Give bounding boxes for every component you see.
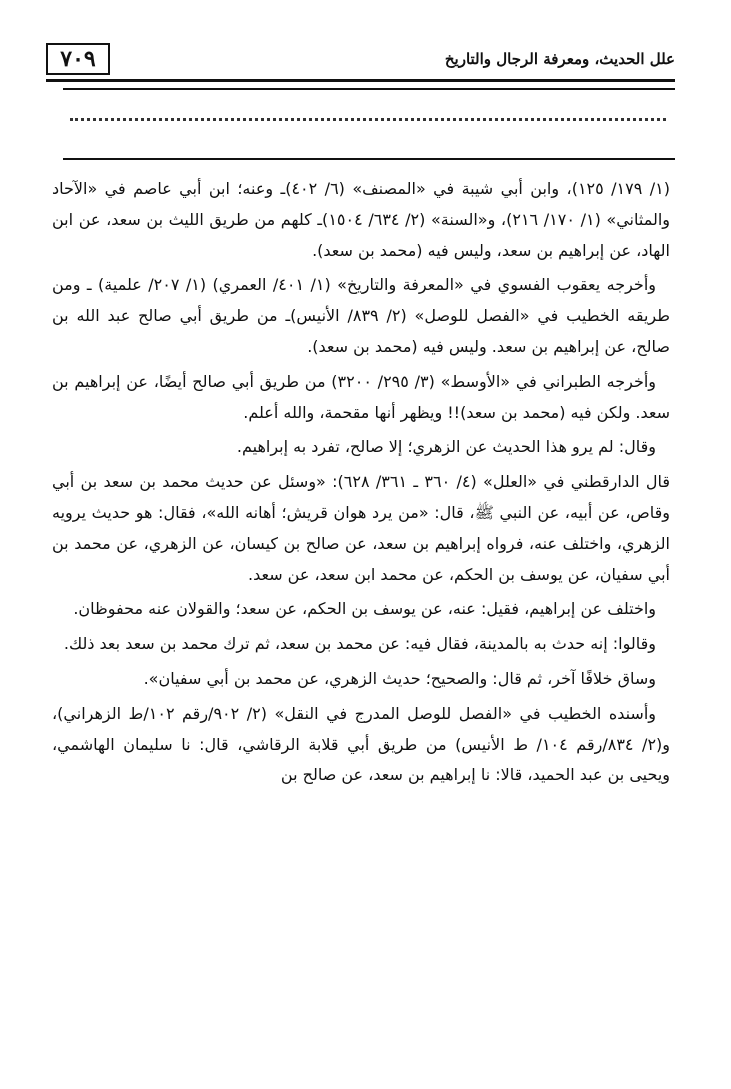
- paragraph-2: وأخرجه يعقوب الفسوي في «المعرفة والتاريخ» (١/ ٤٠١/ العمري) (١/ ٢٠٧/ علمية) ـ ومن طريقه الخطيب في «الفصل للوصل» (٢/ ٨٣٩/ الأنيس)ـ من طريق أبي صالح عبد الله بن صالح، عن إبراهيم بن سعد. وليس فيه (محمد بن سعد).: [52, 275, 670, 356]
- paragraph-9: وأسنده الخطيب في «الفصل للوصل المدرج في النقل» (٢/ ٩٠٢/رقم ١٠٢/ط الزهراني)، و(٢/ ٨٣٤/رقم ١٠٤/ ط الأنيس) من طريق أبي قلابة الرقاشي، قال: نا سليمان الهاشمي، ويحيى بن عبد الحميد، قالا: نا إبراهيم بن سعد، عن صالح بن: [52, 703, 671, 785]
- header-rule-thin: [63, 88, 675, 90]
- page-number: ٧٠٩: [46, 43, 110, 75]
- paragraph-5: قال الدارقطني في «العلل» (٤/ ٣٦٠ ـ ٣٦١/ ٦٢٨): «وسئل عن حديث محمد بن سعد بن أبي وقاص، عن أبيه، عن النبي ﷺ، قال: «من يرد هوان قريش؛ أهانه الله»، فقال: هو حديث يرويه الزهري، واختلف عنه، فرواه إبراهيم بن سعد، عن صالح بن كيسان، عن الزهري، عن محمد بن أبي سفيان، عن يوسف بن الحكم، عن محمد ابن سعد، عن سعد.: [52, 472, 671, 584]
- paragraph-7: وقالوا: إنه حدث به بالمدينة، فقال فيه: عن محمد بن سعد، ثم ترك محمد بن سعد بعد ذلك.: [63, 634, 656, 654]
- paragraph-6: واختلف عن إبراهيم، فقيل: عنه، عن يوسف بن الحكم، عن سعد؛ والقولان عنه محفوظان.: [73, 599, 656, 619]
- footnote-text-block: [52, 174, 670, 795]
- paragraph-4: وقال: لم يرو هذا الحديث عن الزهري؛ إلا صالح، تفرد به إبراهيم.: [236, 437, 656, 457]
- running-header-title: علل الحديث، ومعرفة الرجال والتاريخ: [444, 50, 675, 68]
- footnote-rule: [63, 158, 675, 160]
- paragraph-3: وأخرجه الطبراني في «الأوسط» (٣/ ٢٩٥/ ٣٢٠٠) من طريق أبي صالح أيضًا، عن إبراهيم بن سعد. ولكن فيه (محمد بن سعد)!! ويظهر أنها مقحمة، والله أعلم.: [52, 371, 670, 422]
- paragraph-1: (١/ ١٧٩/ ١٢٥)، وابن أبي شيبة في «المصنف» (٦/ ٤٠٢)ـ وعنه؛ ابن أبي عاصم في «الآحاد والمثاني» (١/ ١٧٠/ ٢١٦)، و«السنة» (٢/ ٦٣٤/ ١٥٠٤)ـ كلهم من طريق الليث بن سعد، عن ابن الهاد، عن إبراهيم بن سعد، وليس فيه (محمد بن سعد).: [52, 179, 671, 260]
- dotted-separator: [70, 118, 666, 134]
- paragraph-8: وساق خلافًا آخر، ثم قال: والصحيح؛ حديث الزهري، عن محمد بن أبي سفيان».: [143, 668, 656, 688]
- header-rule-thick: [46, 79, 675, 82]
